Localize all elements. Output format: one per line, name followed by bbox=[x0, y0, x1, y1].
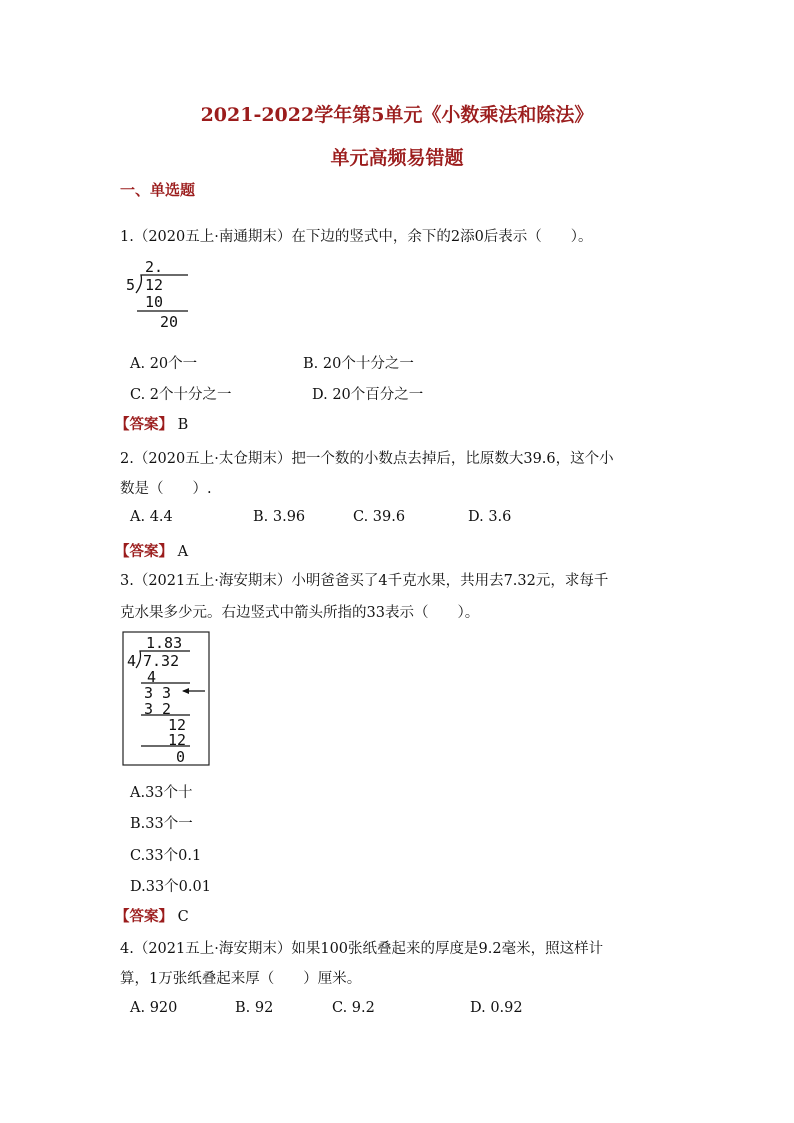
answer-value: C bbox=[177, 909, 189, 925]
q1-option-a[interactable]: A. 20个一 bbox=[130, 356, 198, 372]
section-heading: 一、单选题 bbox=[120, 181, 196, 199]
q2-option-d[interactable]: D. 3.6 bbox=[468, 509, 512, 525]
q1-option-c[interactable]: C. 2个十分之一 bbox=[130, 387, 232, 403]
answer-label: 【答案】 bbox=[115, 908, 173, 925]
q4-option-c[interactable]: C. 9.2 bbox=[332, 1000, 375, 1016]
question-4-text-line2: 算，1万张纸叠起来厚（ ）厘米。 bbox=[120, 971, 362, 987]
answer-label: 【答案】 bbox=[115, 416, 173, 433]
q3-row-1: 4 bbox=[147, 668, 157, 686]
q1-product: 10 bbox=[145, 293, 164, 311]
answer-value: A bbox=[177, 544, 189, 560]
q2-option-c[interactable]: C. 39.6 bbox=[353, 509, 406, 525]
q3-divisor: 4 bbox=[127, 652, 137, 670]
q4-option-d[interactable]: D. 0.92 bbox=[470, 1000, 523, 1016]
q3-option-d[interactable]: D.33个0.01 bbox=[130, 879, 211, 895]
q3-row-6: 0 bbox=[176, 748, 186, 766]
q1-dividend: 12 bbox=[145, 276, 164, 294]
question-2-text-line1: 2.（2020五上·太仓期末）把一个数的小数点去掉后，比原数大39.6，这个小 bbox=[120, 451, 614, 467]
q3-row-2: 3 3 bbox=[144, 684, 172, 702]
q3-row-3: 3 2 bbox=[144, 700, 172, 718]
q3-option-c[interactable]: C.33个0.1 bbox=[130, 848, 202, 864]
q2-option-b[interactable]: B. 3.96 bbox=[253, 509, 306, 525]
question-4-text-line1: 4.（2021五上·海安期末）如果100张纸叠起来的厚度是9.2毫米，照这样计 bbox=[120, 941, 604, 957]
q3-dividend: 7.32 bbox=[143, 652, 180, 670]
question-3-text-line1: 3.（2021五上·海安期末）小明爸爸买了4千克水果，共用去7.32元，求每千 bbox=[120, 573, 609, 589]
q3-option-b[interactable]: B.33个一 bbox=[130, 816, 193, 832]
q3-quotient: 1.83 bbox=[146, 634, 183, 652]
question-2-text-line2: 数是（ ）. bbox=[120, 481, 212, 497]
q1-option-b[interactable]: B. 20个十分之一 bbox=[303, 356, 414, 372]
question-1-text: 1.（2020五上·南通期末）在下边的竖式中，余下的2添0后表示（ ）。 bbox=[120, 229, 593, 245]
answer-value: B bbox=[177, 417, 189, 433]
q1-quotient: 2. bbox=[145, 258, 164, 276]
q3-row-4: 12 bbox=[168, 716, 187, 734]
q3-option-a[interactable]: A.33个十 bbox=[130, 785, 193, 801]
question-3-text-line2: 克水果多少元。右边竖式中箭头所指的33表示（ ）。 bbox=[120, 605, 480, 621]
page-title: 2021-2022学年第5单元《小数乘法和除法》 bbox=[200, 104, 594, 126]
q1-remainder: 20 bbox=[160, 313, 179, 331]
answer-label: 【答案】 bbox=[115, 543, 173, 560]
q3-answer bbox=[115, 905, 189, 926]
q4-option-b[interactable]: B. 92 bbox=[235, 1000, 274, 1016]
q3-row-5: 12 bbox=[168, 731, 187, 749]
q1-divisor: 5 bbox=[126, 276, 136, 294]
q4-option-a[interactable]: A. 920 bbox=[130, 1000, 178, 1016]
q2-option-a[interactable]: A. 4.4 bbox=[130, 509, 173, 525]
arrow-icon bbox=[182, 688, 205, 694]
q1-option-d[interactable]: D. 20个百分之一 bbox=[312, 387, 424, 403]
page-subtitle: 单元高频易错题 bbox=[330, 147, 464, 169]
